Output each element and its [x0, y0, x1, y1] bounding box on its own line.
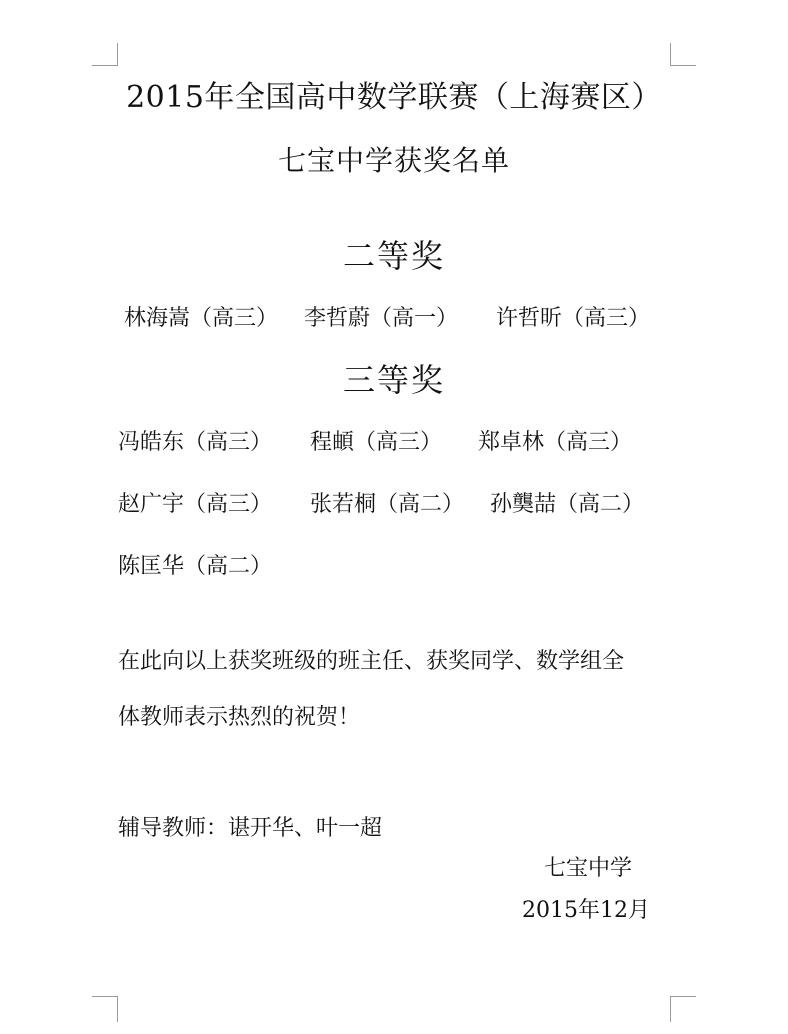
- paragraph-line: 在此向以上获奖班级的班主任、获奖同学、数学组全: [118, 649, 625, 674]
- winner-name: 林海嵩（高三）: [124, 306, 279, 331]
- winner-name: 赵广宇（高三）: [118, 492, 273, 517]
- winner-name: 陈匡华（高二）: [118, 554, 273, 579]
- school-signature: 七宝中学: [544, 856, 633, 881]
- date-signature: 2015年12月: [522, 898, 650, 923]
- page-subtitle: 七宝中学获奖名单: [277, 144, 510, 177]
- instructors-line: 辅导教师：谌开华、叶一超: [118, 816, 383, 841]
- paragraph-line: 体教师表示热烈的祝贺！: [118, 705, 361, 730]
- second-prize-heading: 二等奖: [342, 237, 445, 275]
- winner-name: 李哲蔚（高一）: [304, 306, 459, 331]
- winner-name: 张若桐（高二）: [310, 492, 465, 517]
- page-title: 2015年全国高中数学联赛（上海赛区）: [126, 80, 662, 115]
- second-prize-row: [0, 302, 788, 336]
- congratulations-paragraph: [118, 634, 678, 746]
- winner-name: 孙龑喆（高二）: [490, 492, 645, 517]
- winner-name: 许哲昕（高三）: [496, 306, 651, 331]
- third-prize-row: [0, 426, 788, 460]
- winner-name: 程頔（高三）: [310, 430, 443, 455]
- winner-name: 郑卓林（高三）: [478, 430, 633, 455]
- third-prize-row: [0, 488, 788, 522]
- third-prize-heading: 三等奖: [342, 361, 445, 399]
- winner-name: 冯皓东（高三）: [118, 430, 273, 455]
- third-prize-row: [0, 550, 788, 584]
